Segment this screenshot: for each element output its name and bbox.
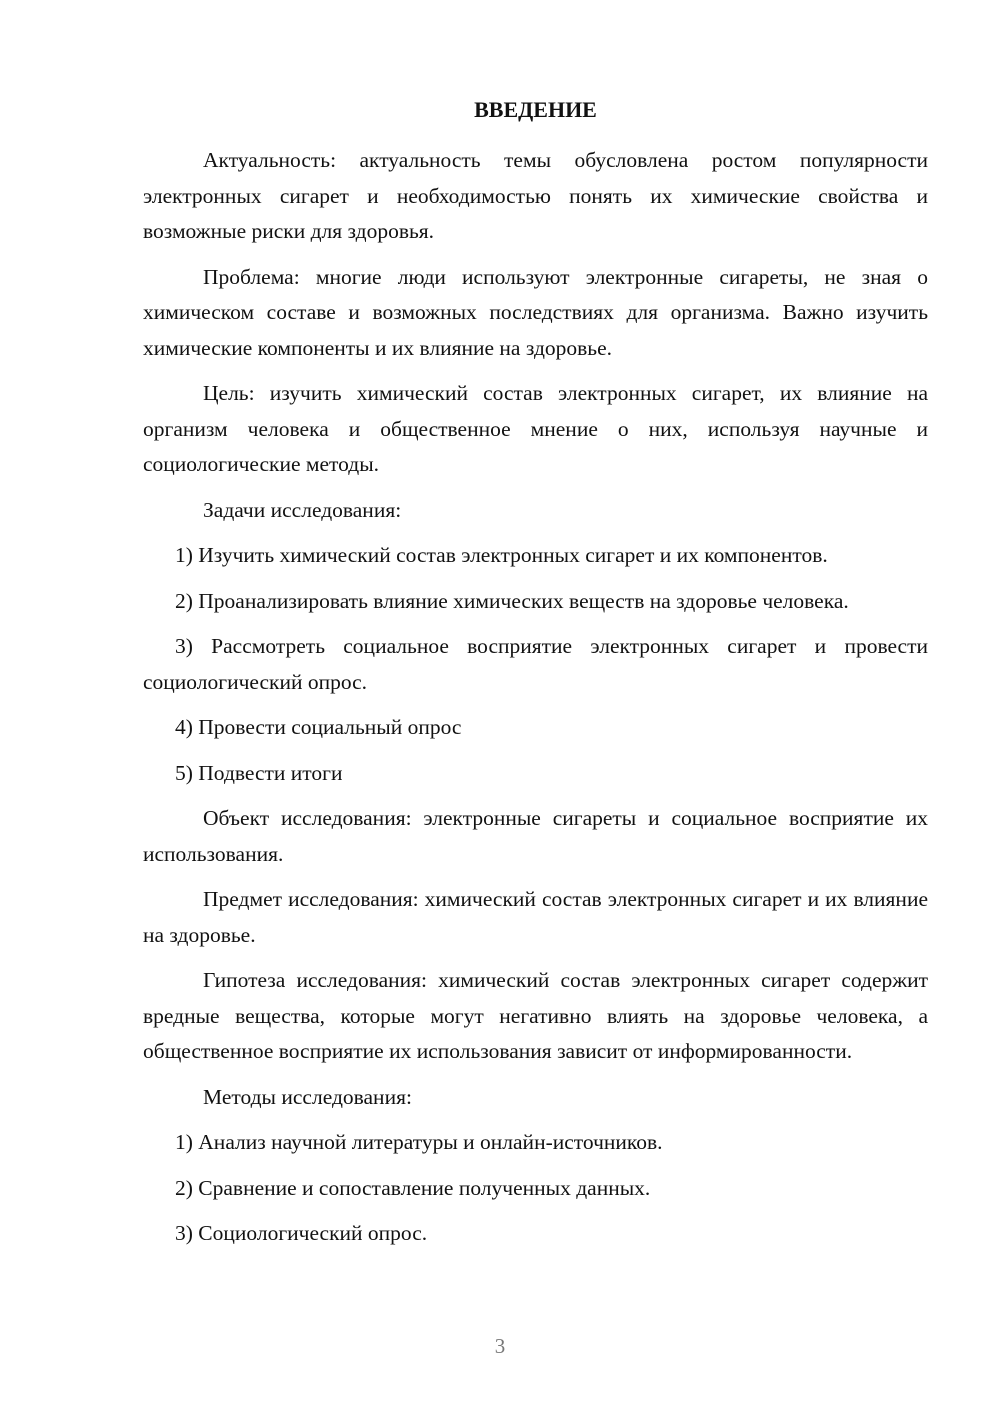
task-item-3: 3) Рассмотреть социальное восприятие электронных сигарет и провести социологический опрос.	[143, 634, 928, 694]
task-item-1: 1) Изучить химический состав электронных сигарет и их компонентов.	[175, 543, 828, 567]
problem-paragraph: Проблема: многие люди используют электронные сигареты, не зная о химическом составе и возможных последствиях для организма. Важно изучить химические компоненты и их влияние на здоровье.	[143, 264, 928, 360]
method-item-2: 2) Сравнение и сопоставление полученных данных.	[175, 1175, 651, 1200]
methods-heading: Методы исследования:	[203, 1084, 412, 1109]
relevance-paragraph: Актуальность: актуальность темы обусловлена ростом популярности электронных сигарет и необходимостью понять их химические свойства и возможные риски для здоровья.	[143, 148, 928, 243]
tasks-heading: Задачи исследования:	[203, 497, 402, 522]
page-title: ВВЕДЕНИЕ	[474, 97, 597, 122]
task-item-2: 2) Проанализировать влияние химических веществ на здоровье человека.	[175, 588, 849, 613]
object-paragraph: Объект исследования: электронные сигареты и социальное восприятие их использования.	[143, 806, 928, 866]
method-item-1: 1) Анализ научной литературы и онлайн-источников.	[175, 1130, 663, 1154]
document-page	[143, 95, 928, 1262]
goal-paragraph: Цель: изучить химический состав электронных сигарет, их влияние на организм человека и общественное мнение о них, используя научные и социологические методы.	[143, 381, 928, 476]
task-item-5: 5) Подвести итоги	[175, 760, 343, 785]
task-item-4: 4) Провести социальный опрос	[175, 715, 462, 739]
subject-paragraph: Предмет исследования: химический состав электронных сигарет и их влияние на здоровье.	[143, 887, 928, 947]
method-item-3: 3) Социологический опрос.	[175, 1221, 428, 1245]
hypothesis-paragraph: Гипотеза исследования: химический состав электронных сигарет содержит вредные вещества, которые могут негативно влиять на здоровье человека, а общественное восприятие их использования зависит от информированности.	[143, 968, 928, 1063]
page-number: 3	[494, 1334, 506, 1358]
